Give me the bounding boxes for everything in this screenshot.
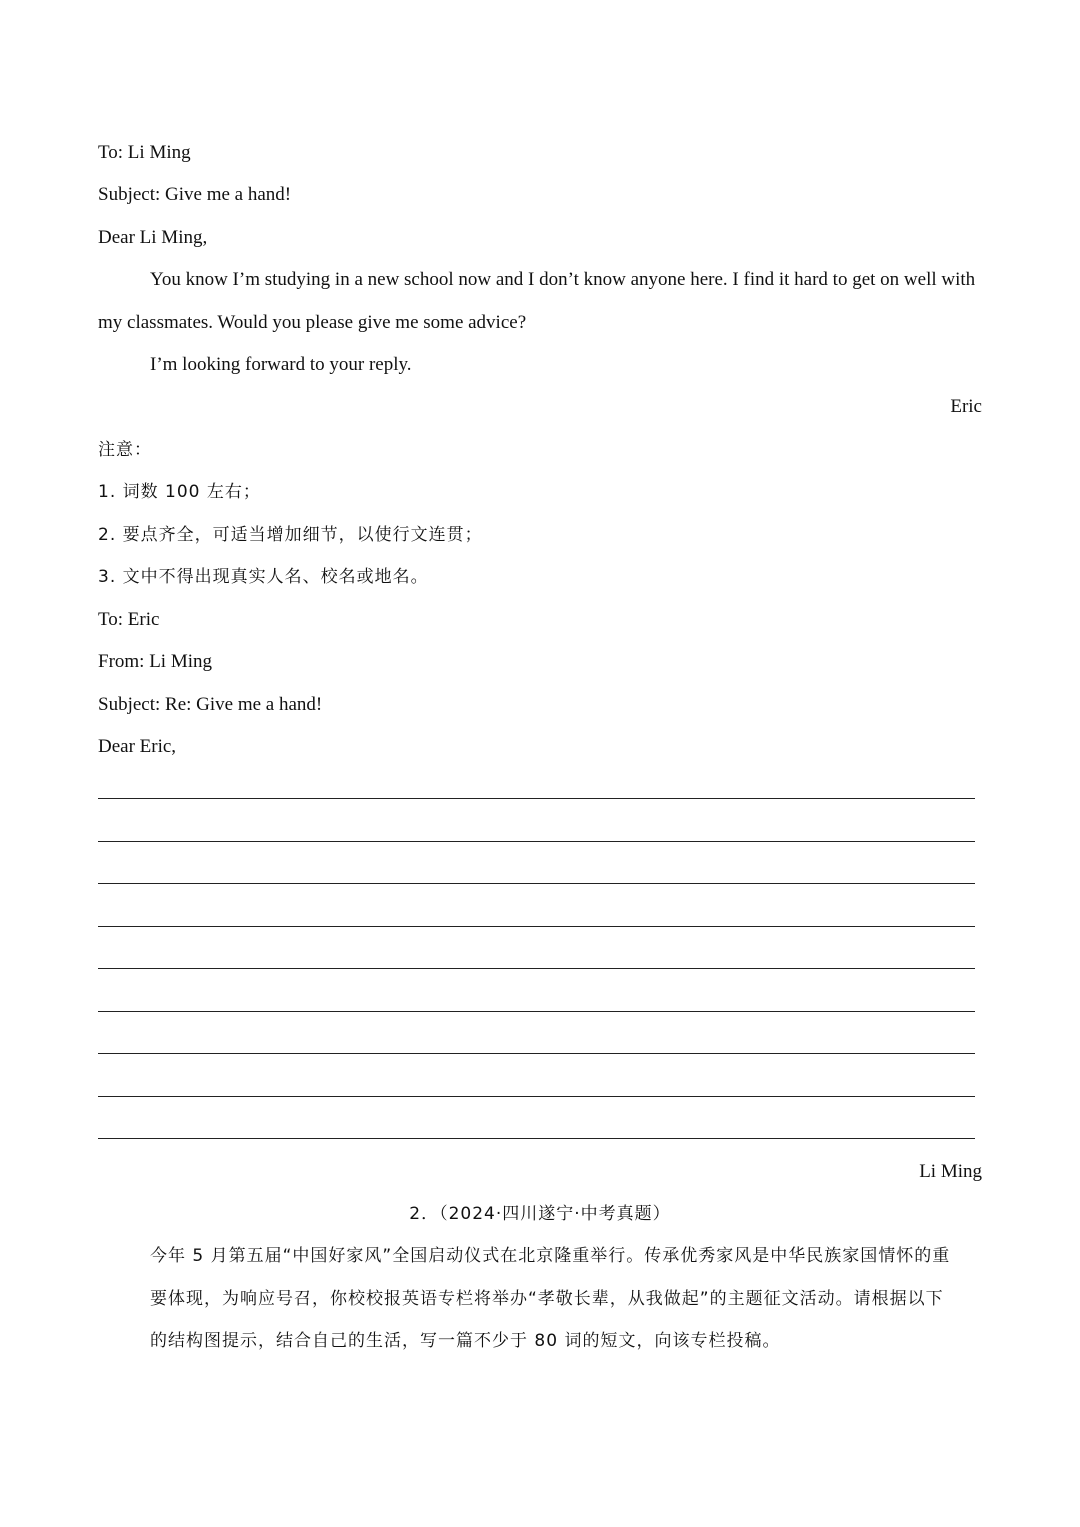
letter-to: To: Li Ming (98, 142, 191, 163)
answer-line[interactable] (98, 1053, 975, 1054)
notes-item-2: 2. 要点齐全，可适当增加细节，以使行文连贯； (98, 525, 483, 545)
letter-body-line-1: You know I’m studying in a new school now and I don’t know anyone here. I find it hard to get on well with (150, 269, 976, 290)
reply-signature: Li Ming (919, 1161, 982, 1182)
answer-line[interactable] (98, 841, 975, 842)
notes-title: 注意： (98, 440, 152, 460)
question-2-line-1: 今年 5 月第五届“中国好家风”全国启动仪式在北京隆重举行。传承优秀家风是中华民族家国情怀的重 (150, 1246, 951, 1266)
answer-line[interactable] (98, 883, 975, 884)
reply-greeting: Dear Eric, (98, 736, 177, 757)
notes-item-1: 1. 词数 100 左右； (98, 482, 261, 502)
reply-to: To: Eric (98, 609, 160, 630)
answer-line[interactable] (98, 1096, 975, 1097)
answer-line[interactable] (98, 926, 975, 927)
reply-subject: Subject: Re: Give me a hand! (98, 694, 323, 715)
letter-subject: Subject: Give me a hand! (98, 184, 292, 205)
reply-from: From: Li Ming (98, 651, 213, 672)
answer-line[interactable] (98, 1138, 975, 1139)
answer-line[interactable] (98, 798, 975, 799)
letter-signature: Eric (950, 396, 982, 417)
letter-body-line-2: my classmates. Would you please give me some advice? (98, 312, 527, 333)
question-2-line-3: 的结构图提示，结合自己的生活，写一篇不少于 80 词的短文，向该专栏投稿。 (150, 1331, 781, 1351)
answer-line[interactable] (98, 968, 975, 969)
question-2-line-2: 要体现，为响应号召，你校校报英语专栏将举办“孝敬长辈，从我做起”的主题征文活动。请根据以下 (150, 1289, 944, 1309)
letter-greeting: Dear Li Ming, (98, 227, 208, 248)
question-2-heading: 2．（2024·四川遂宁·中考真题） (409, 1204, 671, 1224)
answer-line[interactable] (98, 1011, 975, 1012)
notes-item-3: 3. 文中不得出现真实人名、校名或地名。 (98, 567, 429, 587)
letter-closing: I’m looking forward to your reply. (150, 354, 412, 375)
